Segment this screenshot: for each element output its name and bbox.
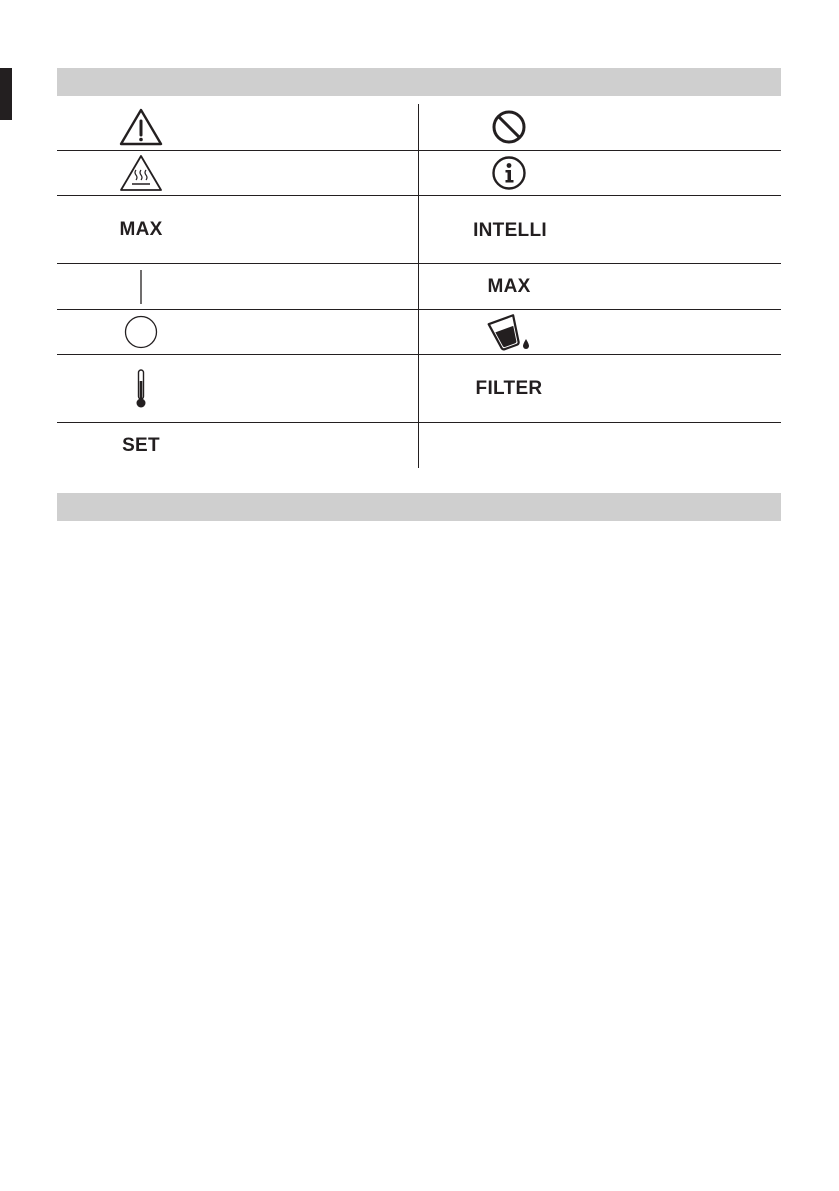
- table-row: [57, 264, 781, 310]
- table-cell: [57, 196, 419, 263]
- table-row: [57, 196, 781, 264]
- power-line-icon: [139, 270, 143, 304]
- information-icon: [491, 155, 527, 191]
- circle-icon: [124, 315, 158, 349]
- hot-surface-icon: [118, 153, 164, 193]
- table-row: [57, 151, 781, 196]
- symbols-table: [57, 104, 781, 468]
- max-symbol-label: MAX: [119, 219, 163, 240]
- table-cell: [419, 355, 781, 422]
- table-cell: [419, 264, 781, 309]
- table-row: [57, 423, 781, 468]
- table-cell: [57, 151, 419, 195]
- table-cell: [57, 355, 419, 422]
- table-cell: [419, 104, 781, 150]
- max-symbol-label: MAX: [487, 275, 531, 297]
- table-row: [57, 355, 781, 423]
- table-cell: [419, 196, 781, 263]
- table-cell: [419, 423, 781, 468]
- table-cell: [57, 423, 419, 468]
- filter-symbol-label: FILTER: [475, 377, 543, 399]
- table-cell: [57, 104, 419, 150]
- table-cell: [419, 151, 781, 195]
- table-cell: [57, 310, 419, 354]
- table-cell: [419, 310, 781, 354]
- table-row: [57, 310, 781, 355]
- table-cell: [57, 264, 419, 309]
- table-row: [57, 104, 781, 151]
- intelli-symbol-label: INTELLI: [473, 220, 547, 241]
- language-tab-marker: [0, 68, 12, 120]
- warning-icon: [118, 107, 164, 147]
- prohibition-icon: [491, 109, 527, 145]
- thermometer-icon: [134, 369, 148, 409]
- set-symbol-label: SET: [122, 434, 160, 456]
- pouring-cup-icon: [487, 313, 531, 351]
- section-header-bar-symbols: [57, 68, 781, 96]
- section-header-bar: [57, 493, 781, 521]
